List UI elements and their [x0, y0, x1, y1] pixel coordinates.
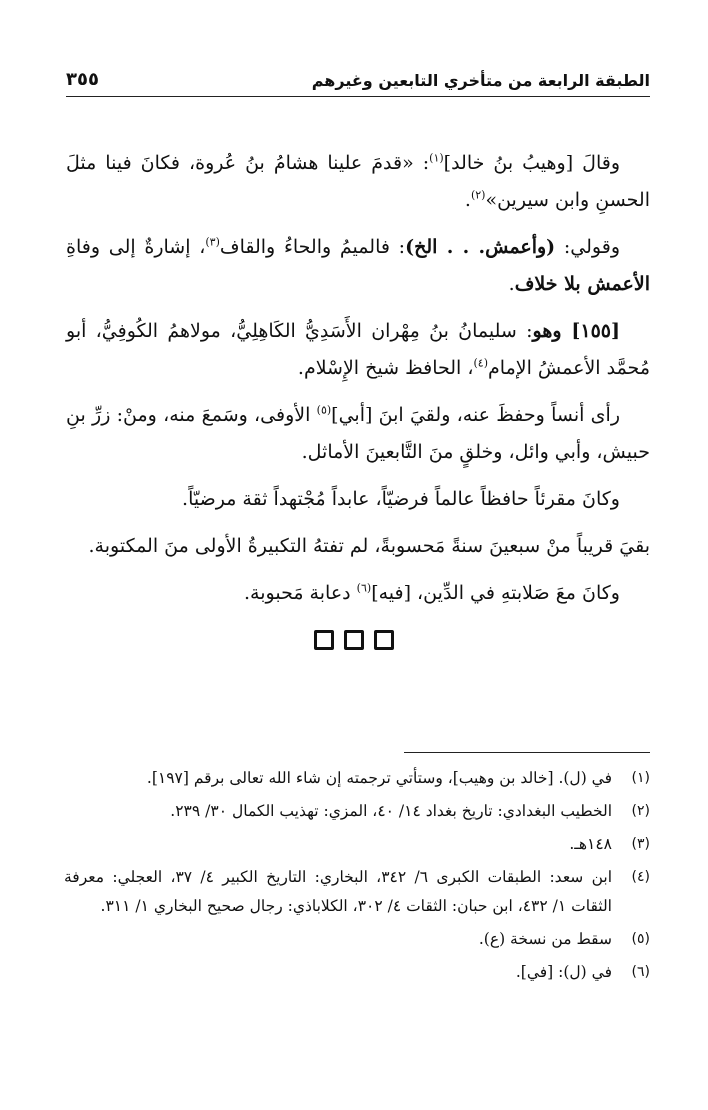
footnote-text: في (ل): [في].: [515, 963, 612, 981]
footnote-text: ابن سعد: الطبقات الكبرى ٦/ ٣٤٢، البخاري: التاريخ الكبير ٤/ ٣٧، العجلي: معرفة الثقات ١/ ٤٣٢، ابن حبان: الثقات ٤/ ٣٠٢، الكلاباذي: رجال صحيح البخاري ١/ ٣١١.: [64, 868, 613, 915]
footnote-text: ١٤٨هـ.: [569, 835, 612, 853]
section-separator: [0, 630, 708, 650]
page-number: ٣٥٥: [66, 69, 99, 90]
square-ornament-icon: [374, 630, 394, 650]
footnote-number: (٣): [631, 836, 650, 852]
paragraph-entry-155: [١٥٥] وهو: سليمانُ بنُ مِهْران الأَسَدِيُّ الكَاهِلِيُّ، مولاهمُ الكُوفِيُّ، أبو مُحمَّد الأعمشُ الإمام$^{(٤)}$، الحافظ شيخ الإِسْلام.: [66, 320, 650, 379]
footnote: [64, 925, 650, 954]
footnote-text: سقط من نسخة (ع).: [478, 930, 612, 948]
paragraph-mnemonic-note: وقولي: (وأعمش. . . الخ): فالميمُ والحاءُ والقاف$^{(٣)}$، إشارةٌ إلى وفاةِ الأعمش بلا خلاف.: [66, 235, 650, 295]
paragraph-prayer: بقيَ قريباً منْ سبعينَ سنةً مَحسوبةً، لم تفتهُ التكبيرةُ الأولى منَ المكتوبة.: [88, 535, 650, 557]
footnote-ref-1[interactable]: (١): [429, 151, 444, 165]
paragraph-wuhayb-quote: وقالَ [وهيبُ بنُ خالد]$^{(١)}$: «قدمَ علينا هشامُ بنُ عُروة، فكانَ فينا مثلَ الحسنِ وابن سيرين»$^{(٢)}$.: [66, 151, 650, 211]
footnote-text: في (ل). [خالد بن وهيب]، وستأتي ترجمته إن شاء الله تعالى برقم [١٩٧].: [146, 769, 612, 787]
footnote-number: (٤): [631, 869, 650, 885]
square-ornament-icon: [314, 630, 334, 650]
footnotes: [64, 764, 650, 991]
footnote-text: الخطيب البغدادي: تاريخ بغداد ١٤/ ٤٠، المزي: تهذيب الكمال ٣٠/ ٢٣٩.: [170, 802, 612, 820]
footnote-number: (١): [631, 770, 650, 786]
death-note: الأعمش بلا خلاف: [514, 273, 650, 295]
footnote-number: (٦): [631, 964, 650, 980]
footnote: [64, 764, 650, 793]
paragraph-humor: وكانَ معَ صَلابتهِ في الدِّين، [فيه]$^{(٦)}$ دعابة مَحبوبة.: [244, 581, 620, 604]
mnemonic-term: (وأعمش. . . الخ): [405, 236, 556, 258]
footnote-ref-2[interactable]: (٢): [470, 188, 486, 202]
square-ornament-icon: [344, 630, 364, 650]
footnote: [64, 863, 650, 921]
footnote-number: (٢): [631, 803, 650, 819]
main-text: [66, 145, 650, 612]
footnote-ref-5[interactable]: (٥): [316, 403, 332, 417]
paragraph-qualities: وكانَ مقرئاً حافظاً عالماً فرضيّاً، عابداً مُجْتهداً ثقة مرضيّاً.: [182, 488, 620, 510]
running-header: [66, 66, 650, 97]
footnote-ref-6[interactable]: (٦): [356, 581, 372, 595]
footnote: [64, 797, 650, 826]
paragraph-teachers: رأى أنساً وحفظَ عنه، ولقيَ ابنَ [أبي]$^{(٥)}$ الأوفى، وسَمعَ منه، ومنْ: زرِّ بنِ حبيش، وأبي وائل، وخلقٍ منَ التَّابعينَ الأماثل.: [66, 403, 650, 463]
footnote: [64, 830, 650, 859]
entry-number: [١٥٥] وهو: [532, 320, 620, 342]
footnote-number: (٥): [631, 931, 650, 947]
running-title: الطبقة الرابعة من متأخري التابعين وغيرهم: [311, 71, 650, 90]
footnote: [64, 958, 650, 987]
footnote-ref-3[interactable]: (٣): [205, 235, 220, 249]
footnote-ref-4[interactable]: (٤): [473, 356, 489, 370]
footnote-divider: [404, 752, 650, 753]
